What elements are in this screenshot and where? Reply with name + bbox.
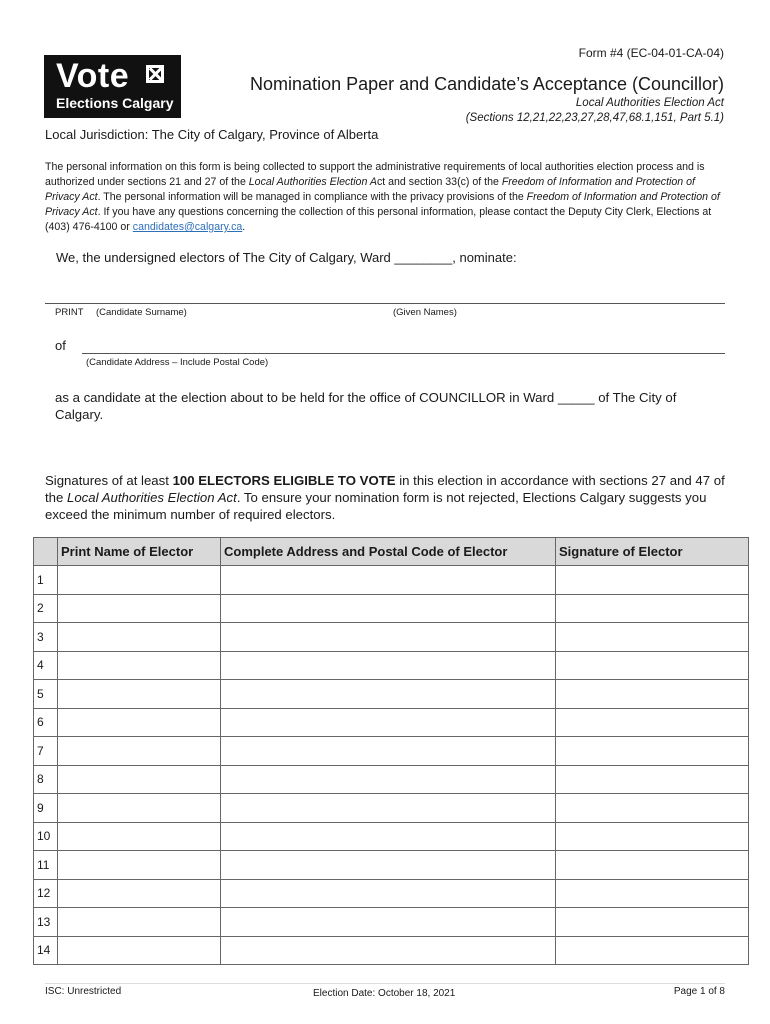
row-number: 5 [34,680,58,709]
row-number: 10 [34,822,58,851]
address-cell[interactable] [221,908,556,937]
print-name-cell[interactable] [58,765,221,794]
footer-page-number: Page 1 of 8 [673,986,725,997]
privacy-act-foip-1: Freedom of Information and Protection of Privacy Act [45,176,695,203]
address-cell[interactable] [221,822,556,851]
header-number [34,538,58,566]
table-row [34,851,749,880]
logo-subtitle: Elections Calgary [56,95,174,111]
given-names-label: (Given Names) [393,307,457,318]
print-name-cell[interactable] [58,594,221,623]
elections-calgary-logo [44,55,181,118]
surname-label: (Candidate Surname) [96,307,187,318]
logo-word: Vote [56,57,130,95]
sig-text-bold: 100 ELECTORS ELIGIBLE TO VOTE [172,473,396,488]
print-name-cell[interactable] [58,822,221,851]
sig-text-2: in this election in accordance with sections 27 and 47 of the [45,473,725,505]
table-row [34,708,749,737]
signature-cell[interactable] [556,851,749,880]
row-number: 7 [34,737,58,766]
candidate-office-statement: as a candidate at the election about to be held for the office of COUNCILLOR in Ward _____ of The City of Calgary. [55,390,677,422]
privacy-text-1: The personal information on this form is being collected to support the administrative requirements of local authorities election process and is authorized under sections 21 and 27 of the [45,161,705,188]
table-row [34,822,749,851]
privacy-text-2: ct and section 33(c) of the [376,176,502,188]
candidate-address-line[interactable] [82,353,725,354]
row-number: 1 [34,566,58,595]
sig-text-3: . To ensure your nomination form is not rejected, Elections Calgary suggests you exceed the minimum number of required electors. [45,490,707,522]
row-number: 6 [34,708,58,737]
act-sections: (Sections 12,21,22,23,27,28,47,68.1,151, Part 5.1) [465,112,724,124]
row-number: 11 [34,851,58,880]
privacy-text-5: . [242,221,246,233]
table-row [34,879,749,908]
privacy-act-lae: Local Authorities Election A [248,176,377,188]
signature-cell[interactable] [556,680,749,709]
row-number: 3 [34,623,58,652]
address-cell[interactable] [221,708,556,737]
address-cell[interactable] [221,680,556,709]
print-name-cell[interactable] [58,908,221,937]
row-number: 8 [34,765,58,794]
header-signature: Signature of Elector [556,538,749,566]
electors-table [33,537,749,965]
table-row [34,566,749,595]
row-number: 2 [34,594,58,623]
table-row [34,794,749,823]
table-row [34,680,749,709]
print-name-cell[interactable] [58,708,221,737]
print-name-cell[interactable] [58,936,221,965]
table-row [34,623,749,652]
privacy-text-3: . The personal information will be managed in compliance with the privacy provisions of the [97,191,527,203]
table-row [34,908,749,937]
signature-cell[interactable] [556,594,749,623]
signature-cell[interactable] [556,566,749,595]
address-cell[interactable] [221,566,556,595]
address-cell[interactable] [221,794,556,823]
row-number: 14 [34,936,58,965]
print-name-cell[interactable] [58,623,221,652]
table-row [34,594,749,623]
table-row [34,737,749,766]
row-number: 4 [34,651,58,680]
signature-cell[interactable] [556,765,749,794]
signature-cell[interactable] [556,936,749,965]
table-header-row [34,538,749,566]
address-cell[interactable] [221,623,556,652]
signature-cell[interactable] [556,794,749,823]
form-number: Form #4 (EC-04-01-CA-04) [578,46,724,60]
print-name-cell[interactable] [58,566,221,595]
row-number: 13 [34,908,58,937]
address-cell[interactable] [221,737,556,766]
row-number: 9 [34,794,58,823]
footer-divider [45,983,725,984]
address-cell[interactable] [221,879,556,908]
row-number: 12 [34,879,58,908]
privacy-notice [45,160,725,235]
print-name-cell[interactable] [58,651,221,680]
page-title: Nomination Paper and Candidate’s Acceptance (Councillor) [250,74,724,94]
signature-cell[interactable] [556,708,749,737]
header-address: Complete Address and Postal Code of Elector [221,538,556,566]
privacy-act-foip-2: Freedom of Information and Protection of Privacy Act [45,191,720,218]
table-row [34,651,749,680]
privacy-text-4: . If you have any questions concerning the collection of this personal information, please contact the Deputy City Clerk, Elections at (403) 476-4100 or [45,206,712,233]
address-cell[interactable] [221,851,556,880]
header-print-name: Print Name of Elector [58,538,221,566]
ballot-check-icon [146,65,164,83]
footer-election-date: Election Date: October 18, 2021 [313,988,456,999]
address-label: (Candidate Address – Include Postal Code) [86,357,269,368]
undersigned-statement: We, the undersigned electors of The City of Calgary, Ward ________, nominate: [56,250,517,265]
print-name-cell[interactable] [58,879,221,908]
candidate-name-line[interactable] [45,303,725,304]
of-label: of [55,338,66,353]
print-name-cell[interactable] [58,737,221,766]
address-cell[interactable] [221,936,556,965]
table-row [34,765,749,794]
sig-text-1: Signatures of at least [45,473,173,488]
signature-cell[interactable] [556,822,749,851]
address-cell[interactable] [221,594,556,623]
address-cell[interactable] [221,765,556,794]
jurisdiction: Local Jurisdiction: The City of Calgary, Province of Alberta [45,127,379,142]
print-name-cell[interactable] [58,851,221,880]
footer-classification: ISC: Unrestricted [45,986,122,997]
sig-act: Local Authorities Election Act [67,490,237,505]
signature-cell[interactable] [556,651,749,680]
act-reference [466,96,724,126]
print-label: PRINT [55,307,84,318]
table-row [34,936,749,965]
address-cell[interactable] [221,651,556,680]
signature-cell[interactable] [556,879,749,908]
signature-cell[interactable] [556,623,749,652]
print-name-cell[interactable] [58,794,221,823]
print-name-cell[interactable] [58,680,221,709]
signature-cell[interactable] [556,908,749,937]
signature-cell[interactable] [556,737,749,766]
signature-requirement [45,472,730,523]
email-link[interactable]: candidates@calgary.ca [132,221,243,233]
act-name: Local Authorities Election Act [575,97,724,109]
